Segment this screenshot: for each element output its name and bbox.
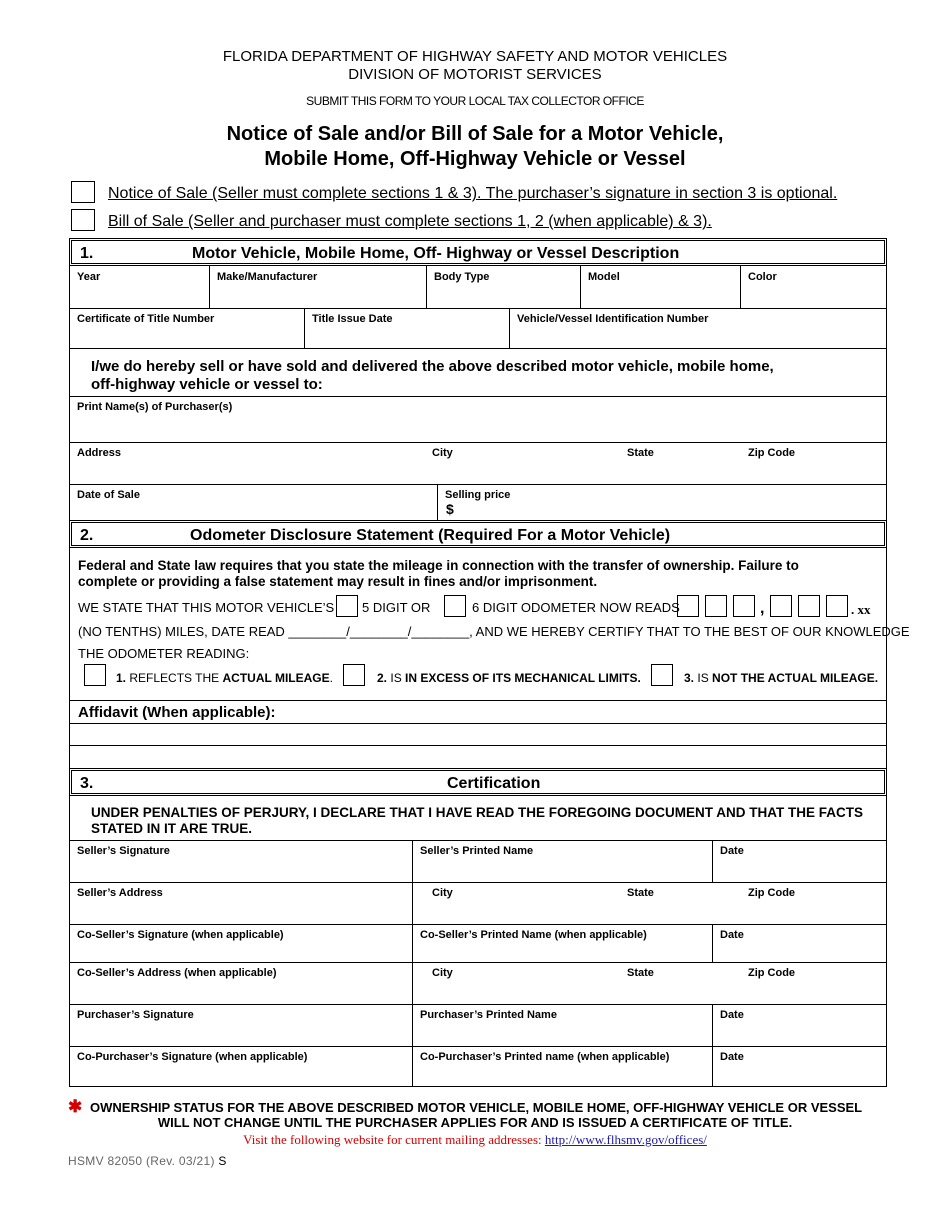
miles-date-line: (NO TENTHS) MILES, DATE READ ________/________/________, AND WE HEREBY CERTIFY THAT TO THE BEST OF OUR KNOWLEDGE	[78, 624, 910, 639]
ownership-line2: WILL NOT CHANGE UNTIL THE PURCHASER APPLIES FOR AND IS ISSUED A CERTIFICATE OF TITLE.	[157, 1115, 793, 1130]
coseller-date-field[interactable]	[712, 924, 886, 962]
copurchaser-printed-name-label: Co-Purchaser’s Printed name (when applicable)	[420, 1051, 670, 1063]
title-issue-date-field[interactable]	[304, 308, 509, 348]
seller-date-field[interactable]	[712, 840, 886, 882]
year-label: Year	[77, 271, 101, 283]
model-label: Model	[588, 271, 620, 283]
make-field[interactable]	[209, 266, 426, 308]
seller-state-field[interactable]	[619, 882, 740, 924]
law-line1: Federal and State law requires that you state the mileage in connection with the transfer of ownership. Failure to	[78, 558, 799, 573]
six-digit-label: 6 DIGIT ODOMETER NOW READS	[472, 600, 680, 615]
copurchaser-date-label: Date	[720, 1051, 744, 1063]
seller-printed-name-label: Seller’s Printed Name	[420, 845, 534, 857]
odometer-comma: ,	[760, 600, 765, 617]
sale-statement	[91, 358, 774, 394]
copurchaser-signature-label: Co-Purchaser’s Signature (when applicable)	[77, 1051, 308, 1063]
zip-label: Zip Code	[748, 447, 796, 459]
seller-state-label: State	[627, 887, 654, 899]
odometer-law-notice	[78, 558, 799, 590]
coseller-printed-name-label: Co-Seller’s Printed Name (when applicable)	[420, 929, 647, 941]
form-suffix: S	[218, 1154, 227, 1168]
seller-city-label: City	[432, 887, 453, 899]
model-field[interactable]	[580, 266, 740, 308]
section2-number: 2.	[80, 527, 94, 544]
seller-signature-label: Seller’s Signature	[77, 845, 170, 857]
section3-header	[69, 768, 887, 796]
seller-address-label: Seller’s Address	[77, 887, 163, 899]
division-name: DIVISION OF MOTORIST SERVICES	[348, 66, 602, 83]
purchaser-city-field[interactable]	[424, 442, 619, 484]
state-label: State	[627, 447, 654, 459]
six-digit-checkbox[interactable]	[444, 595, 466, 617]
coseller-city-label: City	[432, 967, 453, 979]
date-of-sale-label: Date of Sale	[77, 489, 140, 501]
seller-zip-label: Zip Code	[748, 887, 796, 899]
seller-zip-field[interactable]	[740, 882, 886, 924]
title-number-label: Certificate of Title Number	[77, 313, 215, 325]
visit-text: Visit the following website for current mailing addresses:	[243, 1132, 542, 1147]
affidavit-line2[interactable]	[70, 746, 886, 768]
we-state-text: WE STATE THAT THIS MOTOR VEHICLE’S	[78, 600, 335, 615]
city-label: City	[432, 447, 453, 459]
perjury-line2: STATED IN IT ARE TRUE.	[91, 821, 252, 836]
coseller-address-label: Co-Seller’s Address (when applicable)	[77, 967, 277, 979]
actual-mileage-option: 1. REFLECTS THE ACTUAL MILEAGE.	[116, 671, 333, 685]
affidavit-label: Affidavit (When applicable):	[78, 704, 276, 721]
title-number-field[interactable]	[69, 308, 304, 348]
coseller-zip-label: Zip Code	[748, 967, 796, 979]
bill-of-sale-label: Bill of Sale (Seller and purchaser must complete sections 1, 2 (when applicable) & 3).	[108, 213, 712, 230]
coseller-state-field[interactable]	[619, 962, 740, 1004]
odometer-digit-5[interactable]	[798, 595, 820, 617]
section1-number: 1.	[80, 245, 94, 262]
color-label: Color	[748, 271, 777, 283]
copurchaser-printed-name-field[interactable]	[412, 1046, 712, 1086]
purchaser-printed-name-label: Purchaser’s Printed Name	[420, 1009, 557, 1021]
copurchaser-signature-field[interactable]	[69, 1046, 412, 1086]
body-type-field[interactable]	[426, 266, 580, 308]
affidavit-line1[interactable]	[70, 724, 886, 745]
odometer-reading-label: THE ODOMETER READING:	[78, 646, 250, 661]
seller-address-field[interactable]	[69, 882, 412, 924]
not-actual-mileage-checkbox[interactable]	[651, 664, 673, 686]
coseller-address-field[interactable]	[69, 962, 412, 1004]
copurchaser-date-field[interactable]	[712, 1046, 886, 1086]
dollar-sign: $	[446, 501, 454, 517]
color-field[interactable]	[740, 266, 886, 308]
section2-title: Odometer Disclosure Statement (Required For a Motor Vehicle)	[190, 527, 671, 544]
seller-signature-field[interactable]	[69, 840, 412, 882]
offices-link[interactable]: http://www.flhsmv.gov/offices/	[544, 1132, 707, 1147]
coseller-zip-field[interactable]	[740, 962, 886, 1004]
purchaser-names-field[interactable]	[69, 396, 886, 442]
coseller-signature-field[interactable]	[69, 924, 412, 962]
website-note	[0, 1132, 950, 1148]
asterisk-icon: ✱	[68, 1097, 83, 1116]
seller-printed-name-field[interactable]	[412, 840, 712, 882]
excess-mileage-option: 2. IS IN EXCESS OF ITS MECHANICAL LIMITS.	[377, 671, 641, 685]
make-label: Make/Manufacturer	[217, 271, 318, 283]
section2-header	[69, 520, 887, 548]
coseller-signature-label: Co-Seller’s Signature (when applicable)	[77, 929, 284, 941]
body-type-label: Body Type	[434, 271, 490, 283]
ownership-line1: OWNERSHIP STATUS FOR THE ABOVE DESCRIBED MOTOR VEHICLE, MOBILE HOME, OFF-HIGHWAY VEHICLE OR VESSEL	[90, 1100, 863, 1115]
selling-price-label: Selling price	[445, 489, 511, 501]
vin-label: Vehicle/Vessel Identification Number	[517, 313, 709, 325]
year-field[interactable]	[69, 266, 209, 308]
form-id	[68, 1154, 227, 1168]
bill-of-sale-checkbox[interactable]	[71, 209, 95, 231]
five-digit-label: 5 DIGIT OR	[362, 600, 431, 615]
notice-of-sale-label: Notice of Sale (Seller must complete sections 1 & 3). The purchaser’s signature in section 3 is optional.	[108, 185, 838, 202]
odometer-digit-3[interactable]	[733, 595, 755, 617]
purchaser-zip-field[interactable]	[740, 442, 886, 484]
five-digit-checkbox[interactable]	[336, 595, 358, 617]
purchaser-address-field[interactable]	[69, 442, 424, 484]
section1-title: Motor Vehicle, Mobile Home, Off- Highway or Vessel Description	[192, 245, 680, 262]
vin-field[interactable]	[509, 308, 886, 348]
perjury-line1: UNDER PENALTIES OF PERJURY, I DECLARE THAT I HAVE READ THE FOREGOING DOCUMENT AND THAT THE FACTS	[91, 805, 864, 820]
coseller-city-field[interactable]	[424, 962, 619, 1004]
title-issue-date-label: Title Issue Date	[312, 313, 393, 325]
coseller-printed-name-field[interactable]	[412, 924, 712, 962]
excess-mileage-checkbox[interactable]	[343, 664, 365, 686]
notice-of-sale-checkbox[interactable]	[71, 181, 95, 203]
purchaser-printed-name-field[interactable]	[412, 1004, 712, 1046]
sale-statement-line1: I/we do hereby sell or have sold and delivered the above described motor vehicle, mobile home,	[91, 358, 774, 375]
form-id-number: HSMV 82050 (Rev. 03/21)	[68, 1154, 215, 1168]
actual-mileage-checkbox[interactable]	[84, 664, 106, 686]
odometer-digit-2[interactable]	[705, 595, 727, 617]
department-name: FLORIDA DEPARTMENT OF HIGHWAY SAFETY AND MOTOR VEHICLES	[222, 48, 728, 65]
purchaser-names-label: Print Name(s) of Purchaser(s)	[77, 401, 233, 413]
seller-date-label: Date	[720, 845, 744, 857]
odometer-digit-4[interactable]	[770, 595, 792, 617]
address-label: Address	[77, 447, 122, 459]
date-of-sale-field[interactable]	[69, 484, 437, 520]
odometer-tenths: . xx	[851, 602, 871, 617]
section3-title: Certification	[447, 775, 541, 792]
odometer-digit-6[interactable]	[826, 595, 848, 617]
section3-number: 3.	[80, 775, 94, 792]
coseller-state-label: State	[627, 967, 654, 979]
form-title-line1: Notice of Sale and/or Bill of Sale for a Motor Vehicle,	[226, 123, 724, 145]
section1-header	[69, 238, 887, 266]
purchaser-signature-field[interactable]	[69, 1004, 412, 1046]
seller-city-field[interactable]	[424, 882, 619, 924]
perjury-statement	[91, 805, 863, 837]
not-actual-mileage-option: 3. IS NOT THE ACTUAL MILEAGE.	[684, 671, 879, 685]
purchaser-state-field[interactable]	[619, 442, 740, 484]
purchaser-date-field[interactable]	[712, 1004, 886, 1046]
sale-statement-line2: off-highway vehicle or vessel to:	[91, 376, 323, 393]
coseller-date-label: Date	[720, 929, 744, 941]
submit-instruction: SUBMIT THIS FORM TO YOUR LOCAL TAX COLLECTOR OFFICE	[306, 94, 644, 108]
odometer-digit-1[interactable]	[677, 595, 699, 617]
purchaser-date-label: Date	[720, 1009, 744, 1021]
law-line2: complete or providing a false statement may result in fines and/or imprisonment.	[78, 574, 598, 589]
purchaser-signature-label: Purchaser’s Signature	[77, 1009, 194, 1021]
selling-price-field[interactable]	[437, 484, 886, 520]
form-title-line2: Mobile Home, Off-Highway Vehicle or Vessel	[264, 148, 686, 170]
